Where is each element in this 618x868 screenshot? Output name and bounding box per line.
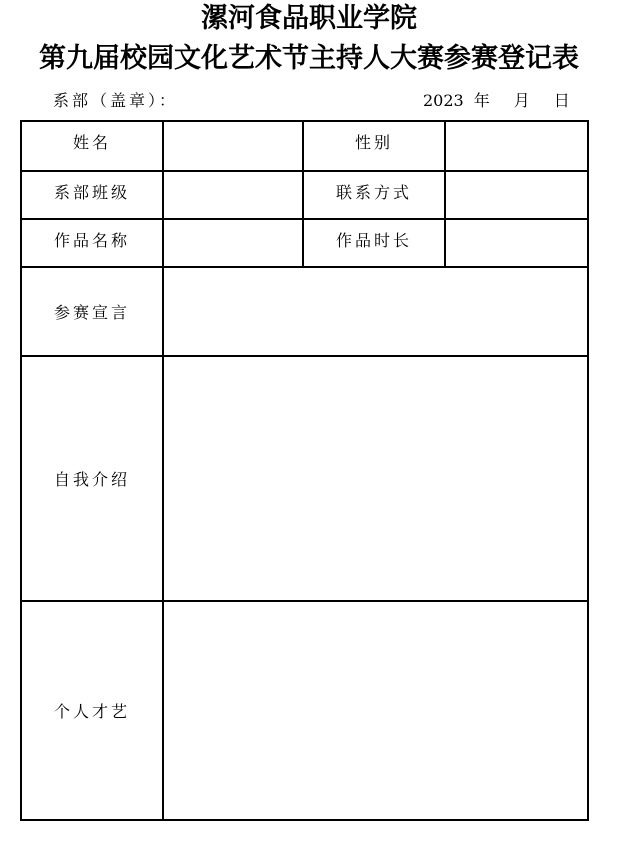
duration-label: 作品时长 xyxy=(303,219,445,267)
work-title-label: 作品名称 xyxy=(21,219,163,267)
work-title-field[interactable] xyxy=(163,219,303,267)
table-row xyxy=(21,219,588,267)
gender-label: 性别 xyxy=(303,121,445,171)
duration-field[interactable] xyxy=(445,219,588,267)
department-seal-label: 系部（盖章）： xyxy=(53,91,179,110)
intro-field[interactable] xyxy=(163,356,588,601)
date-month-unit: 月 xyxy=(513,91,530,110)
table-row xyxy=(21,601,588,820)
talent-label: 个人才艺 xyxy=(21,601,163,820)
dept-class-field[interactable] xyxy=(163,171,303,219)
school-name: 漯河食品职业学院 xyxy=(201,3,417,34)
table-row xyxy=(21,121,588,171)
form-meta-row xyxy=(0,90,618,112)
declaration-field[interactable] xyxy=(163,267,588,356)
contact-label: 联系方式 xyxy=(303,171,445,219)
form-title: 第九届校园文化艺术节主持人大赛参赛登记表 xyxy=(39,43,579,74)
intro-label: 自我介绍 xyxy=(21,356,163,601)
table-row xyxy=(21,356,588,601)
date-year: 2023 xyxy=(423,91,464,110)
name-field[interactable] xyxy=(163,121,303,171)
contact-field[interactable] xyxy=(445,171,588,219)
table-row xyxy=(21,171,588,219)
registration-table xyxy=(20,120,589,821)
table-row xyxy=(21,267,588,356)
declaration-label: 参赛宣言 xyxy=(21,267,163,356)
gender-field[interactable] xyxy=(445,121,588,171)
dept-class-label: 系部班级 xyxy=(21,171,163,219)
date-year-unit: 年 xyxy=(473,91,490,110)
date-line xyxy=(423,90,570,112)
name-label: 姓名 xyxy=(21,121,163,171)
date-day-unit: 日 xyxy=(553,91,570,110)
talent-field[interactable] xyxy=(163,601,588,820)
